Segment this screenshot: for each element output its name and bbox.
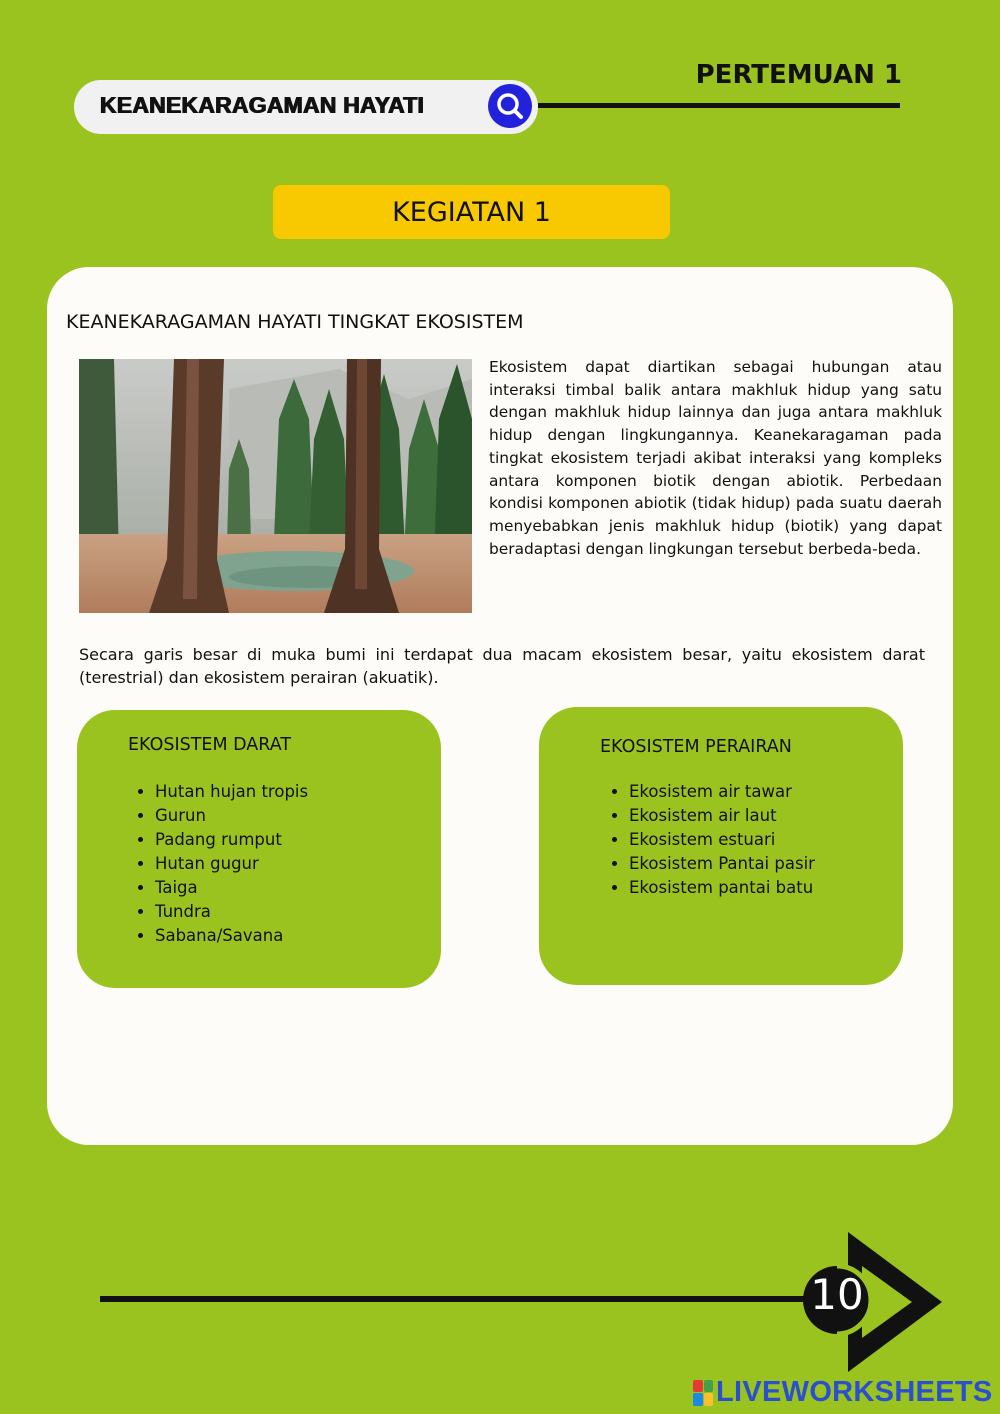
land-ecosystem-title: EKOSISTEM DARAT [128,735,292,755]
water-ecosystem-title: EKOSISTEM PERAIRAN [600,737,792,757]
list-item: • Gurun [155,804,308,828]
list-item: • Taiga [155,876,308,900]
list-item: • Ekosistem air tawar [629,780,815,804]
liveworksheets-logo[interactable] [693,1376,993,1409]
topic-title: KEANEKARAGAMAN HAYATI [100,92,425,118]
page-number: 10 [810,1270,864,1319]
list-item: • Hutan gugur [155,852,308,876]
list-item: • Tundra [155,900,308,924]
liveworksheets-badge-icon [693,1380,713,1406]
land-ecosystem-box [77,710,441,988]
list-item: • Sabana/Savana [155,924,308,948]
land-ecosystem-list [128,780,308,948]
search-button[interactable] [488,84,532,128]
list-item: • Ekosistem pantai batu [629,876,815,900]
activity-badge [273,185,670,239]
header-divider [538,103,900,108]
ecosystem-types-intro: Secara garis besar di muka bumi ini terdapat dua macam ekosistem besar, yaitu ekosistem darat (terestrial) dan ekosistem perairan (akuatik). [79,645,925,687]
water-ecosystem-list [602,780,815,900]
list-item: • Padang rumput [155,828,308,852]
footer-divider [100,1296,860,1302]
list-item: • Ekosistem air laut [629,804,815,828]
brand-text: LIVEWORKSHEETS [716,1376,993,1408]
list-item: • Ekosistem estuari [629,828,815,852]
water-ecosystem-box [539,707,903,985]
ecosystem-definition: Ekosistem dapat diartikan sebagai hubungan atau interaksi timbal balik antara makhluk hidup yang satu dengan makhluk hidup lainnya dan juga antara makhluk hidup dengan lingkungannya. Keanekaragaman pada tingkat ekosistem terjadi akibat interaksi yang kompleks antara komponen biotik dengan abiotik. Perbedaan kondisi komponen abiotik (tidak hidup) pada suatu daerah menyebabkan jenis makhluk hidup (biotik) yang dapat beradaptasi dengan lingkungan tersebut berbeda-beda. [489,358,942,558]
list-item: • Hutan hujan tropis [155,780,308,804]
forest-photo [79,359,472,613]
activity-label: KEGIATAN 1 [392,196,551,228]
section-title: KEANEKARAGAMAN HAYATI TINGKAT EKOSISTEM [66,311,524,333]
search-icon [488,84,532,128]
meeting-label: PERTEMUAN 1 [695,60,902,90]
list-item: • Ekosistem Pantai pasir [629,852,815,876]
